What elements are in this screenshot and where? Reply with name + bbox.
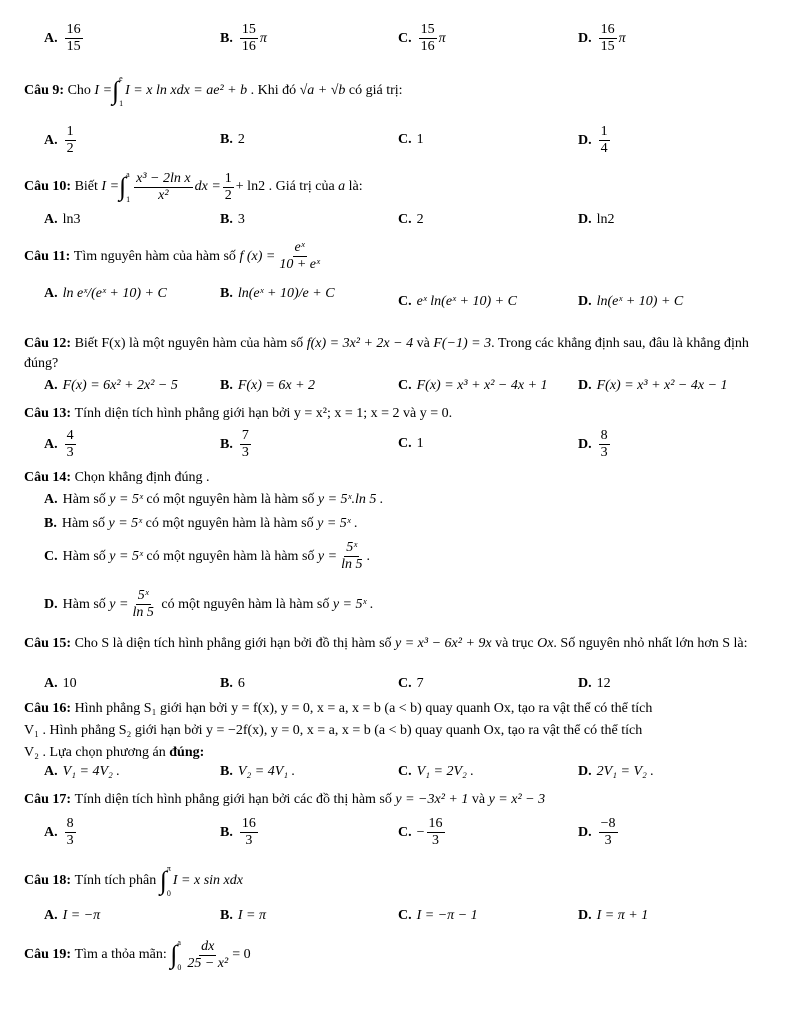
- option-label: B.: [220, 378, 233, 393]
- question-number: Câu 17:: [24, 792, 72, 807]
- option-label: B.: [220, 132, 233, 147]
- q16-stem-line2: V₁ . Hình phẳng S₂ giới hạn bởi y = −2f(x), y = 0, x = a, x = b (a < b) quay quanh Ox, tạo ra vật thể có thể tích: [24, 723, 643, 738]
- pi-symbol: π: [259, 30, 267, 46]
- q15-option-d[interactable]: D. 12: [578, 676, 611, 691]
- option-label: B.: [220, 30, 233, 46]
- option-label: D.: [44, 596, 58, 612]
- option-label: A.: [44, 378, 58, 393]
- option-label: A.: [44, 908, 58, 923]
- integrand-fraction: $\frac{dx}{\text{25 − x²}}$: [187, 938, 229, 971]
- fraction: $\frac{7}{3}$: [241, 428, 249, 460]
- q11-stem: Câu 11: Tìm nguyên hàm của hàm số f (x) = $\frac{\text{eˣ}}{\text{10 + eˣ}}$: [24, 240, 320, 272]
- q11-option-d[interactable]: D. ln(eˣ + 10) + C: [578, 294, 684, 309]
- q9-option-d[interactable]: [578, 124, 612, 157]
- q11-option-a[interactable]: A. ln eˣ/(eˣ + 10) + C: [44, 286, 167, 301]
- question-number: Câu 18:: [24, 873, 72, 888]
- pi-symbol: π: [438, 30, 446, 46]
- q16-option-a[interactable]: A. V₁ = 4V₂ .: [44, 764, 120, 779]
- integral: I = ∫ a 1: [101, 170, 131, 204]
- q8-option-b[interactable]: [220, 22, 267, 55]
- q16-option-d[interactable]: D. 2V₁ = V₂ .: [578, 764, 654, 779]
- q15-option-c[interactable]: C. 7: [398, 676, 424, 691]
- q13-option-a[interactable]: [44, 428, 78, 461]
- fraction: $\frac{15}{16}$: [420, 22, 435, 54]
- q12-option-c[interactable]: C. F(x) = x³ + x² − 4x + 1: [398, 378, 548, 393]
- option-label: D.: [578, 824, 592, 840]
- q18-stem: Câu 18: Tính tích phân ∫ π 0 I = x sin xdx: [24, 864, 243, 898]
- option-label: A.: [44, 30, 58, 46]
- option-label: D.: [578, 908, 592, 923]
- q11-option-c[interactable]: C. eˣ ln(eˣ + 10) + C: [398, 294, 517, 309]
- q12-option-b[interactable]: B. F(x) = 6x + 2: [220, 378, 316, 393]
- option-label: D.: [578, 436, 592, 452]
- expression: √a + √b: [299, 83, 346, 98]
- option-label: C.: [398, 378, 412, 393]
- option-label: C.: [398, 132, 412, 147]
- fraction: $\frac{16}{3}$: [428, 816, 443, 848]
- fraction: $\frac{16}{15}$: [66, 22, 81, 54]
- option-label: A.: [44, 286, 58, 301]
- q14-stem: Câu 14: Chọn khẳng định đúng .: [24, 470, 210, 485]
- option-label: D.: [578, 132, 592, 148]
- option-label: D.: [578, 294, 592, 309]
- q12-option-d[interactable]: D. F(x) = x³ + x² − 4x − 1: [578, 378, 728, 393]
- q19-stem: Câu 19: Tìm a thỏa mãn: ∫ a 0 $\frac{dx}{\text{25 − x²}}$ = 0: [24, 938, 251, 972]
- q17-option-b[interactable]: [220, 816, 260, 849]
- option-label: C.: [398, 764, 412, 779]
- option-label: B.: [220, 286, 233, 301]
- fraction: $\frac{1}{4}$: [600, 124, 608, 156]
- q15-stem: Câu 15: Cho S là diện tích hình phẳng giới hạn bởi đồ thị hàm số y = x³ − 6x² + 9x và trục Ox. Số nguyên nhỏ nhất lớn hơn S là:: [24, 636, 748, 651]
- option-label: C.: [398, 294, 412, 309]
- q13-stem: Câu 13: Tính diện tích hình phẳng giới hạn bởi y = x²; x = 1; x = 2 và y = 0.: [24, 406, 453, 421]
- q8-option-a[interactable]: [44, 22, 85, 55]
- pi-symbol: π: [618, 30, 626, 46]
- option-label: A.: [44, 132, 58, 148]
- q10-stem: Câu 10: Biết I = ∫ a 1 $\frac{\text{x³ − 2ln x}}{\text{x²}}$ dx = $\frac{1}{2}$ + ln2 . Giá trị của a là:: [24, 170, 363, 204]
- q8-option-c[interactable]: [398, 22, 446, 55]
- question-number: Câu 9:: [24, 83, 65, 98]
- q15-option-b[interactable]: B. 6: [220, 676, 245, 691]
- q14-option-c[interactable]: C. Hàm số y = 5ˣ có một nguyên hàm là hàm số y = $\frac{\text{5ˣ}}{\ln 5}$ .: [44, 540, 370, 572]
- q8-option-d[interactable]: [578, 22, 626, 55]
- question-number: Câu 14:: [24, 470, 72, 485]
- integral: ∫ π 0: [159, 864, 171, 898]
- option-label: D.: [578, 378, 592, 393]
- integrand-fraction: $\frac{\text{x³ − 2ln x}}{\text{x²}}$: [136, 170, 191, 203]
- q9-option-c[interactable]: C. 1: [398, 132, 424, 147]
- fraction: $\frac{\text{5ˣ}}{\ln 5}$: [132, 588, 154, 620]
- option-label: A.: [44, 492, 58, 507]
- option-label: C.: [398, 676, 412, 691]
- q12-option-a[interactable]: A. F(x) = 6x² + 2x² − 5: [44, 378, 178, 393]
- q16-option-c[interactable]: C. V₁ = 2V₂ .: [398, 764, 474, 779]
- q18-option-d[interactable]: D. I = π + 1: [578, 908, 649, 923]
- option-label: B.: [44, 516, 57, 531]
- fraction: $\frac{1}{2}$: [66, 124, 74, 156]
- option-label: C.: [44, 548, 58, 564]
- option-label: C.: [398, 30, 412, 46]
- option-label: A.: [44, 436, 58, 452]
- option-label: B.: [220, 764, 233, 779]
- question-number: Câu 16:: [24, 701, 72, 716]
- option-label: C.: [398, 212, 412, 227]
- option-label: B.: [220, 908, 233, 923]
- q14-option-b[interactable]: B. Hàm số y = 5ˣ có một nguyên hàm là hàm số y = 5ˣ .: [44, 516, 358, 531]
- q10-option-c[interactable]: C. 2: [398, 212, 424, 227]
- question-number: Câu 19:: [24, 947, 72, 962]
- q17-option-c[interactable]: C. − $\frac{16}{3}$: [398, 816, 443, 848]
- fraction: $\frac{16}{3}$: [241, 816, 256, 848]
- q13-option-d[interactable]: [578, 428, 612, 461]
- q18-option-b[interactable]: B. I = π: [220, 908, 266, 923]
- question-number: Câu 15:: [24, 636, 72, 651]
- option-label: B.: [220, 676, 233, 691]
- q15-option-a[interactable]: A. 10: [44, 676, 77, 691]
- option-label: B.: [220, 824, 233, 840]
- option-label: B.: [220, 436, 233, 452]
- q13-option-c[interactable]: C. 1: [398, 436, 424, 451]
- function-fraction: $\frac{\text{eˣ}}{\text{10 + eˣ}}$: [279, 240, 320, 272]
- fraction: $\frac{1}{2}$: [224, 170, 232, 203]
- option-label: A.: [44, 212, 58, 227]
- q14-option-d[interactable]: D. Hàm số y = $\frac{\text{5ˣ}}{\ln 5}$ có một nguyên hàm là hàm số y = 5ˣ .: [44, 588, 374, 620]
- fraction: $\frac{-8}{3}$: [600, 816, 616, 848]
- q12-stem: Câu 12: Biết F(x) là một nguyên hàm của hàm số f(x) = 3x² + 2x − 4 và F(−1) = 3. Trong các khẳng định sau, đâu là khẳng định đúng?: [24, 336, 749, 371]
- option-label: D.: [578, 764, 592, 779]
- option-label: A.: [44, 824, 58, 840]
- option-label: A.: [44, 764, 58, 779]
- fraction: $\frac{4}{3}$: [66, 428, 74, 460]
- fraction: $\frac{15}{16}$: [241, 22, 256, 54]
- q17-option-a[interactable]: [44, 816, 78, 849]
- integral: ∫ a 0: [170, 938, 182, 972]
- q16-stem-line1: Câu 16: Hình phẳng S₁ giới hạn bởi y = f(x), y = 0, x = a, x = b (a < b) quay quanh Ox, tạo ra vật thể có thể tích: [24, 701, 653, 716]
- option-label: B.: [220, 212, 233, 227]
- integral: I = ∫ e 1: [94, 74, 124, 108]
- question-number: Câu 11:: [24, 248, 71, 264]
- fraction: $\frac{\text{5ˣ}}{\ln 5}$: [341, 540, 363, 572]
- option-label: D.: [578, 212, 592, 227]
- option-label: C.: [398, 824, 412, 840]
- q16-stem-line3: V₂ . Lựa chọn phương án đúng:: [24, 745, 205, 760]
- question-number: Câu 13:: [24, 406, 72, 421]
- option-label: C.: [398, 436, 412, 451]
- q10-option-d[interactable]: D. ln2: [578, 212, 615, 227]
- question-number: Câu 12:: [24, 336, 72, 351]
- option-label: A.: [44, 676, 58, 691]
- q14-option-a[interactable]: A. Hàm số y = 5ˣ có một nguyên hàm là hàm số y = 5ˣ.ln 5 .: [44, 492, 384, 507]
- q13-option-b[interactable]: [220, 428, 253, 461]
- fraction: $\frac{16}{15}$: [600, 22, 615, 54]
- q18-option-c[interactable]: C. I = −π − 1: [398, 908, 478, 923]
- q17-option-d[interactable]: [578, 816, 620, 849]
- fraction: $\frac{8}{3}$: [66, 816, 74, 848]
- q18-option-a[interactable]: A. I = −π: [44, 908, 101, 923]
- formula: I = x ln xdx = ae² + b: [125, 83, 248, 98]
- q17-stem: Câu 17: Tính diện tích hình phẳng giới hạn bởi các đồ thị hàm số y = −3x² + 1 và y = x² − 3: [24, 792, 546, 807]
- question-number: Câu 10:: [24, 179, 72, 194]
- q9-stem: Câu 9: Cho I = ∫ e 1 I = x ln xdx = ae² + b . Khi đó √a + √b có giá trị:: [24, 74, 403, 108]
- option-label: D.: [578, 30, 592, 46]
- q10-option-b[interactable]: B. 3: [220, 212, 245, 227]
- q16-option-b[interactable]: B. V₂ = 4V₁ .: [220, 764, 296, 779]
- q9-option-b[interactable]: B. 2: [220, 132, 245, 147]
- option-label: D.: [578, 676, 592, 691]
- fraction: $\frac{8}{3}$: [600, 428, 608, 460]
- q11-option-b[interactable]: B. ln(eˣ + 10)/e + C: [220, 286, 335, 301]
- q10-option-a[interactable]: A. ln3: [44, 212, 81, 227]
- q9-option-a[interactable]: [44, 124, 78, 157]
- option-label: C.: [398, 908, 412, 923]
